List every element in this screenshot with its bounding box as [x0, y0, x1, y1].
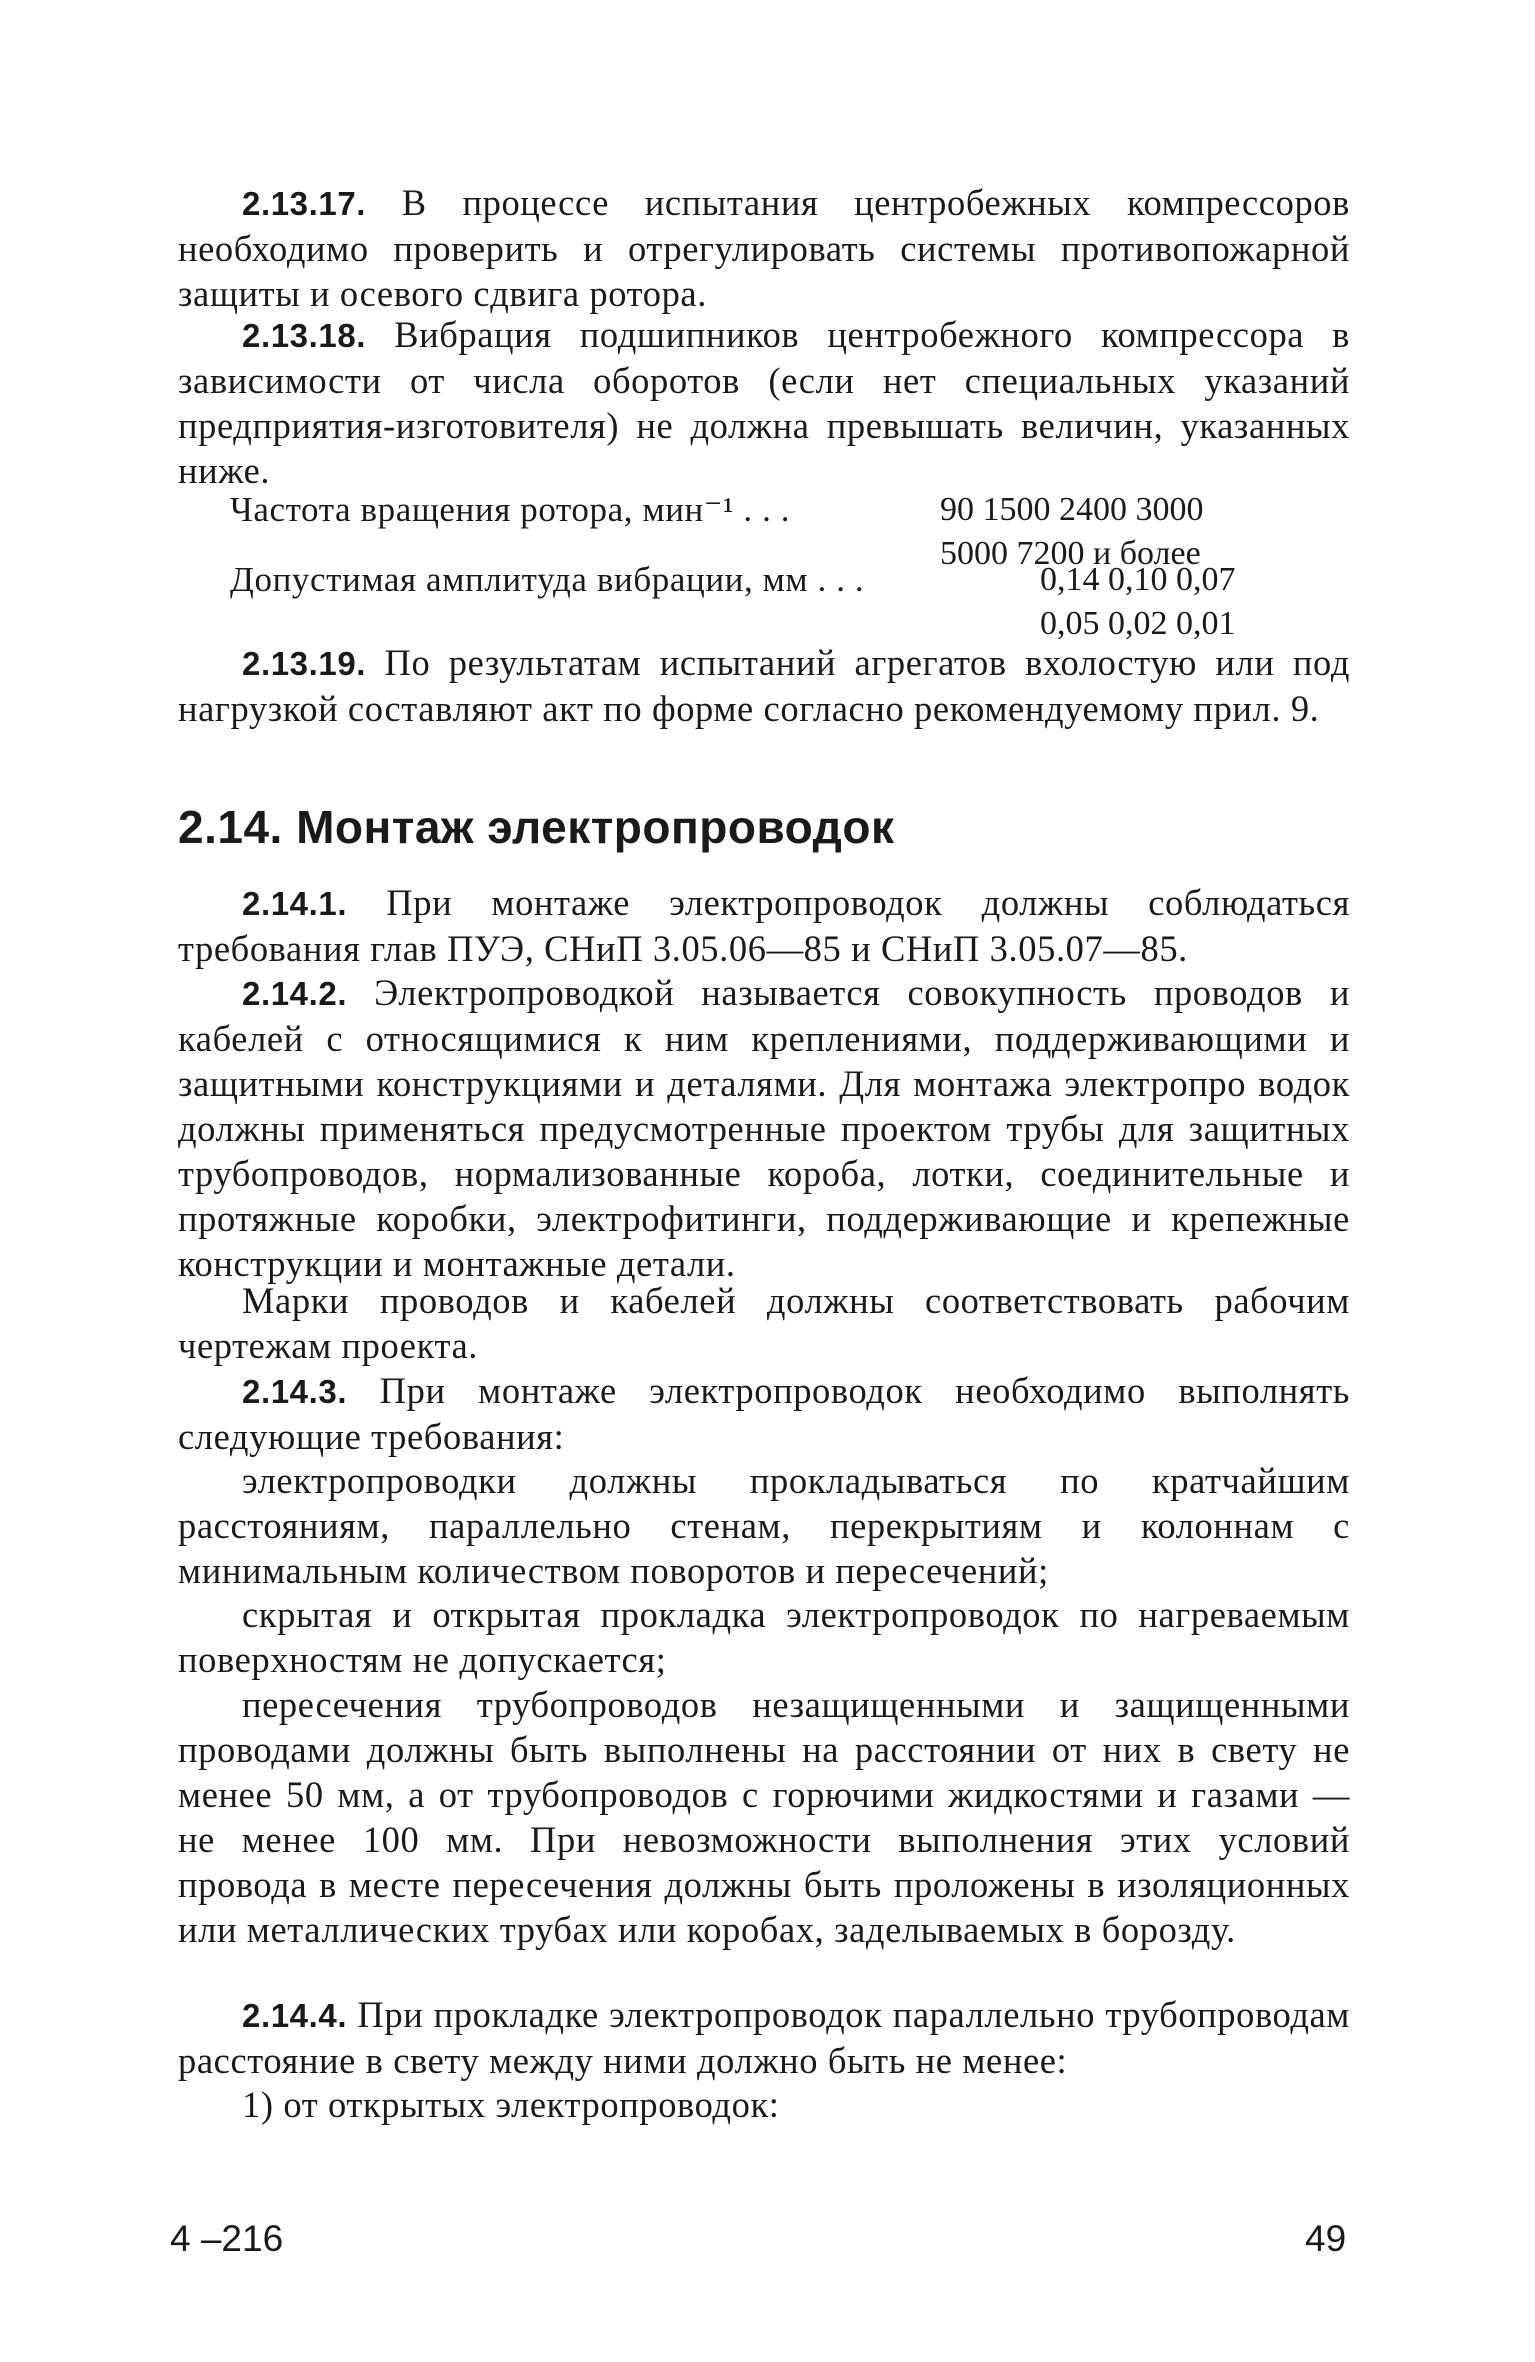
list-item-1	[178, 2082, 1350, 2127]
page-number: 49	[1305, 2218, 1347, 2259]
clause-number: 2.13.18.	[242, 317, 367, 354]
paragraph-2-14-1	[178, 880, 1350, 971]
clause-number: 2.14.1.	[242, 885, 348, 922]
paragraph-text: В процессе испытания центробежных компрессоров необходимо проверить и отрегулировать системы противопожарной защиты и осевого сдвига ротора.	[178, 182, 1350, 314]
clause-number: 2.13.19.	[242, 645, 367, 682]
clause-number: 2.14.2.	[242, 975, 348, 1012]
paragraph-text: При прокладке электропроводок параллельно трубопроводам расстояние в свету между ними должно быть не менее:	[178, 1994, 1350, 2081]
paragraph-2-14-3	[178, 1368, 1350, 1459]
paragraph-text: электропроводки должны прокладываться по кратчайшим расстояниям, параллельно стенам, перекрытиям и колоннам с минимальным количеством поворотов и пересечений;	[178, 1460, 1350, 1591]
vibration-amplitude-values: 0,14 0,10 0,07 0,05 0,02 0,01	[1040, 561, 1236, 642]
paragraph-text: Марки проводов и кабелей должны соответствовать рабочим чертежам проекта.	[178, 1280, 1350, 1366]
paragraph-text: Электропроводкой называется совокупность проводов и кабелей с относящимися к ним креплениями, поддерживающими и защитными конструкциями и деталями. Для монтажа электропро водок должны применяться предусмотренные проектом трубы для защитных трубопроводов, нормализованные короба, лотки, соединительные и протяжные коробки, электрофитинги, поддерживающие и крепежные конструкции и монтажные детали.	[178, 972, 1350, 1284]
clause-number: 2.13.17.	[242, 185, 367, 222]
paragraph-text: Вибрация подшипников центробежного компрессора в зависимости от числа оборотов (если нет специальных указаний предприятия-изготовителя) не должна превышать величин, указанных ниже.	[178, 314, 1350, 491]
paragraph-text: пересечения трубопроводов незащищенными и защищенными проводами должны быть выполнены на расстоянии от них в свету не менее 50 мм, а от трубопроводов с горючими жидкостями и газами — не менее 100 мм. При невозможности выполнения этих условий провода в месте пересечения должны быть проложены в изоляционных или металлических трубах или коробах, заделываемых в борозду.	[178, 1684, 1350, 1950]
requirement-2	[178, 1592, 1350, 1682]
paragraph-2-13-19	[178, 640, 1350, 731]
rotation-speed-label: Частота вращения ротора, мин⁻¹ . . .	[230, 490, 791, 529]
clause-number: 2.14.4.	[242, 1997, 348, 2034]
rotation-speed-values: 90 1500 2400 3000 5000 7200 и более	[940, 491, 1204, 572]
paragraph-2-14-4	[178, 1992, 1350, 2083]
paragraph-text: По результатам испытаний агрегатов вхолостую или под нагрузкой составляют акт по форме согласно рекомендуемому прил. 9.	[178, 642, 1350, 729]
requirement-3	[178, 1682, 1350, 1952]
paragraph-2-14-2	[178, 970, 1350, 1286]
paragraph-text: 1) от открытых электропроводок:	[242, 2084, 780, 2125]
requirement-1	[178, 1458, 1350, 1593]
paragraph-2-13-18	[178, 312, 1350, 493]
signature-mark: 4 –216	[170, 2218, 284, 2259]
section-heading: 2.14. Монтаж электропроводок	[178, 801, 895, 853]
paragraph-text: При монтаже электропроводок необходимо выполнять следующие требования:	[178, 1370, 1350, 1457]
paragraph-text: При монтаже электропроводок должны соблюдаться требования глав ПУЭ, СНиП 3.05.06—85 и СНиП 3.05.07—85.	[178, 882, 1350, 969]
paragraph-text: скрытая и открытая прокладка электропроводок по нагреваемым поверхностям не допускается;	[178, 1594, 1350, 1680]
vibration-amplitude-label: Допустимая амплитуда вибрации, мм . . .	[230, 560, 865, 599]
paragraph-marks	[178, 1278, 1350, 1368]
clause-number: 2.14.3.	[242, 1373, 348, 1410]
paragraph-2-13-17	[178, 180, 1350, 316]
